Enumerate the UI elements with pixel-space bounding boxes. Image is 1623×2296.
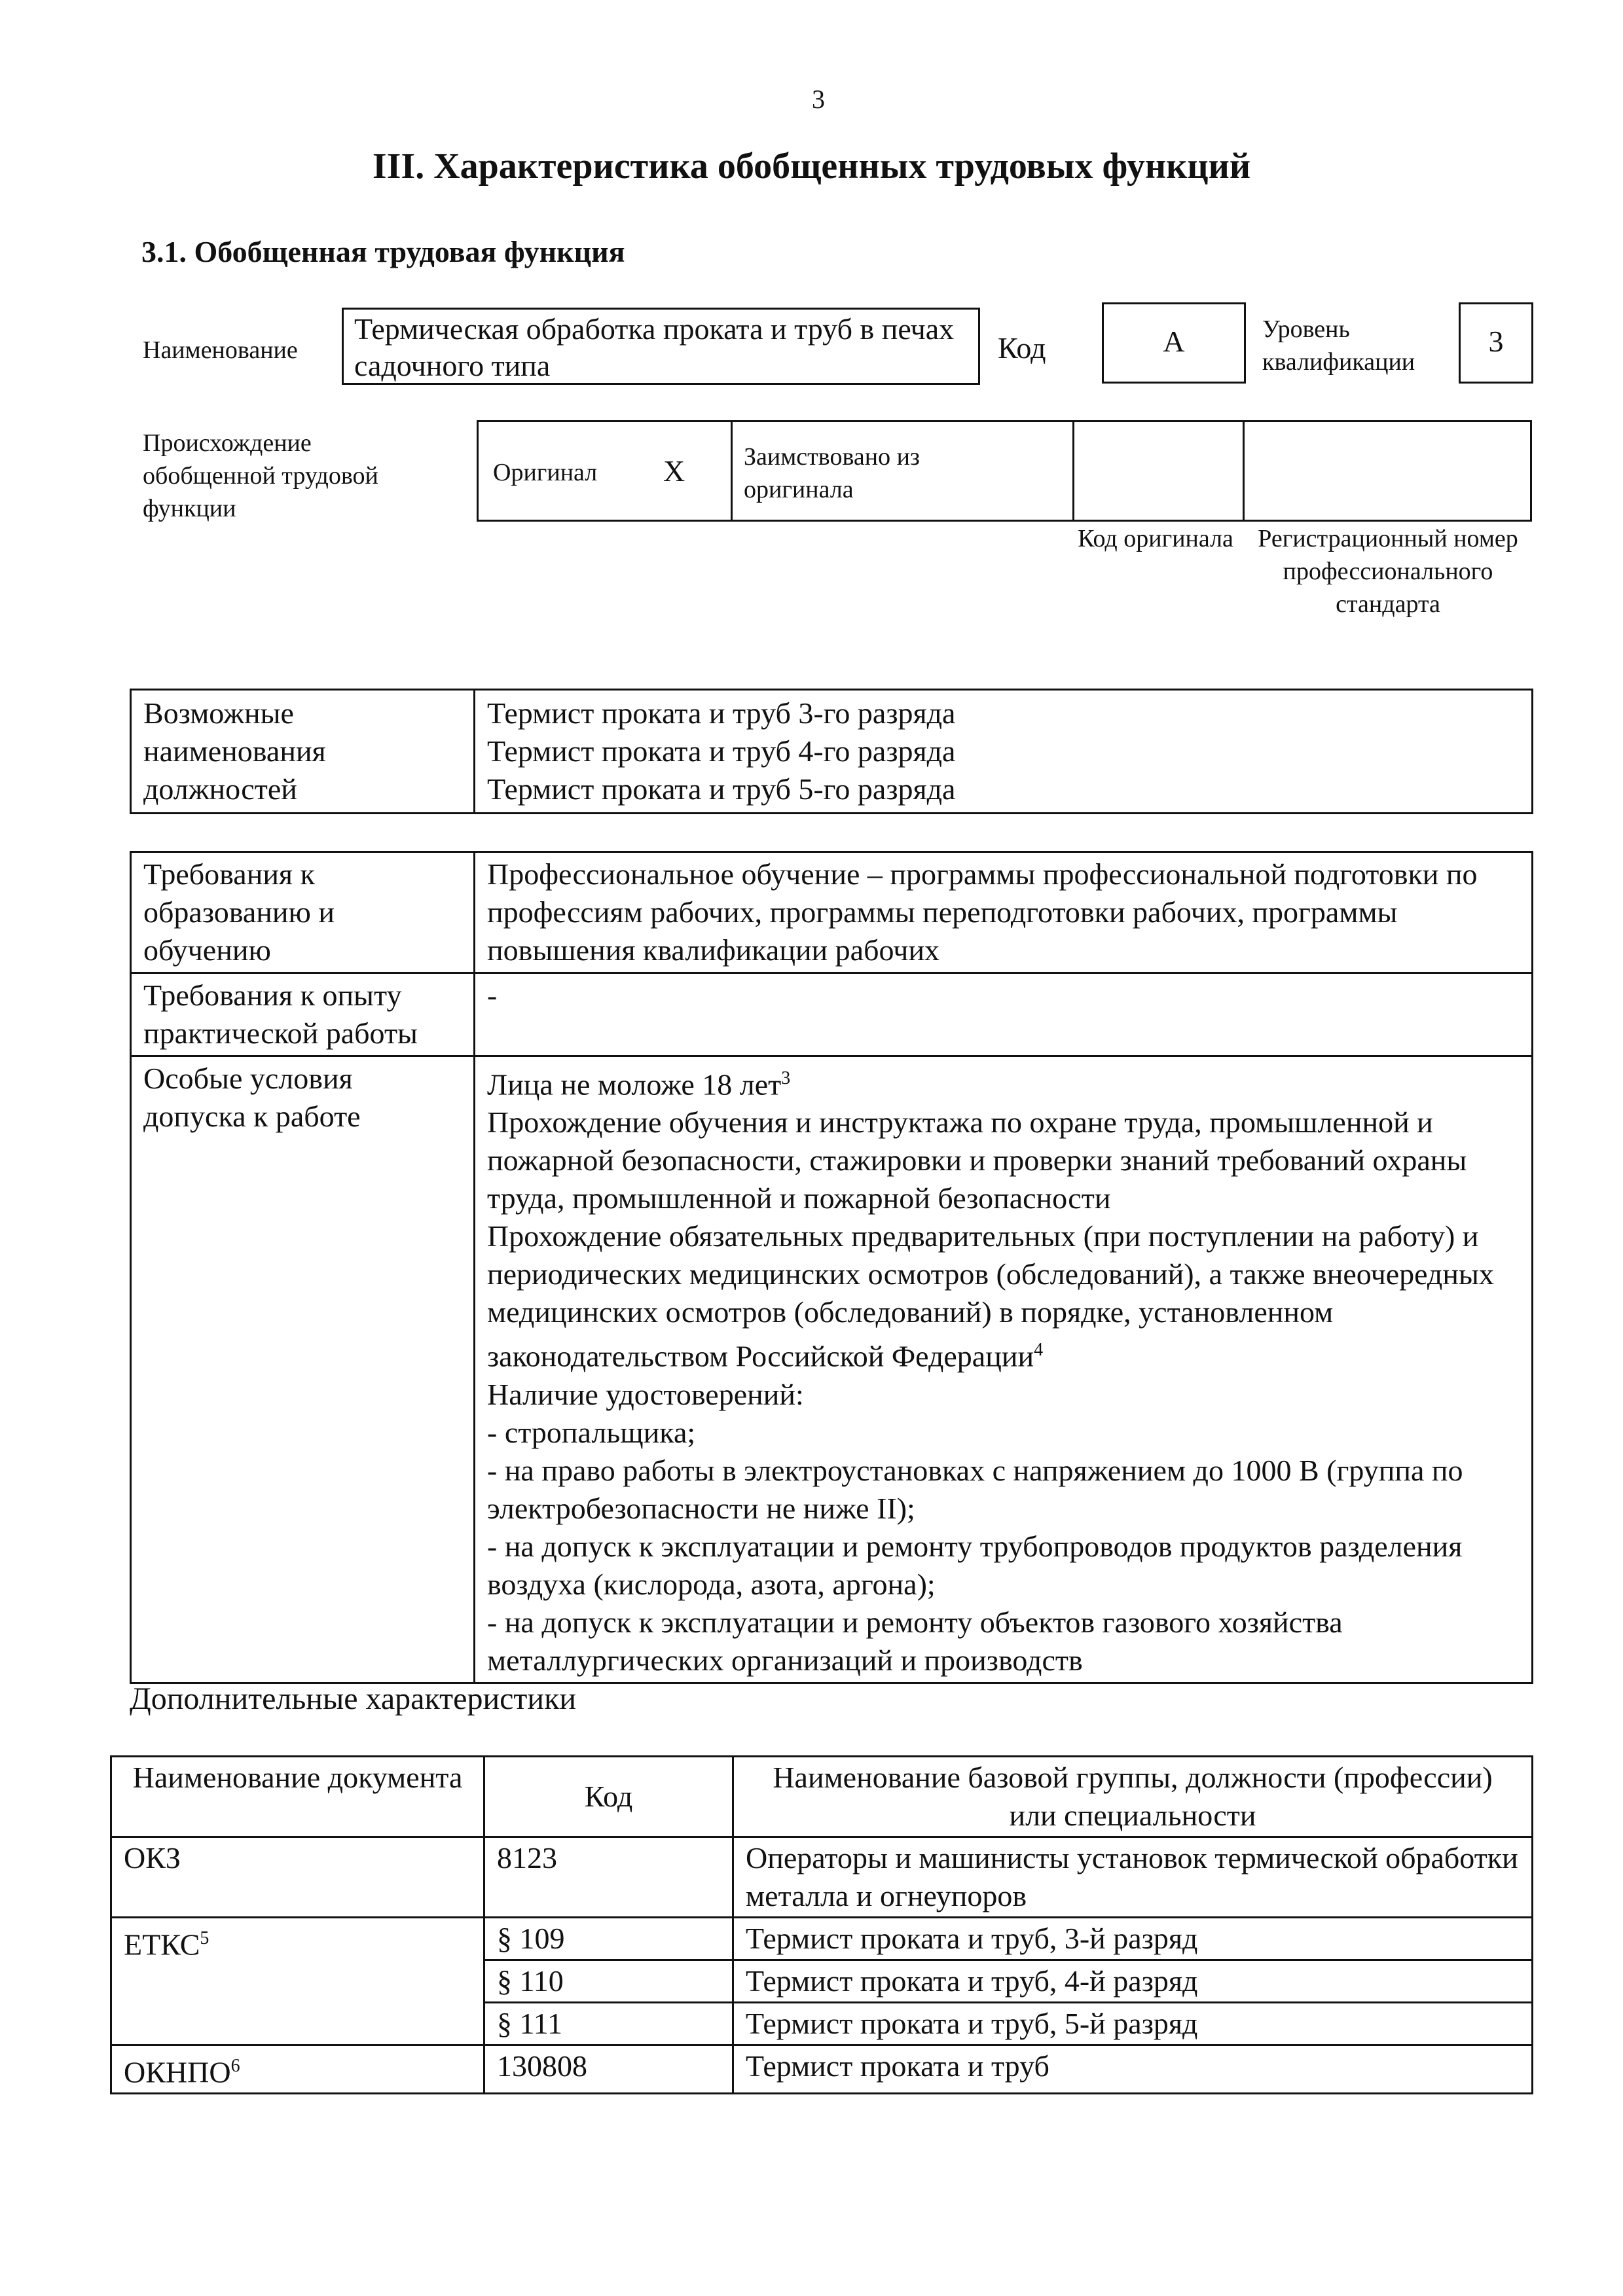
etks-code: § 111	[497, 2007, 563, 2040]
oknpo-code: 130808	[497, 2049, 587, 2083]
position-item: Термист проката и труб 5-го разряда	[487, 772, 956, 806]
positions-label: Возможные наименования должностей	[143, 696, 326, 806]
etks-name-cell	[733, 1960, 1533, 2003]
page-number: 3	[812, 84, 825, 114]
etks-doc-cell	[111, 1918, 484, 2045]
etks-name: Термист проката и труб, 3-й разряд	[746, 1922, 1198, 1955]
name-value: Термическая обработка проката и труб в печах садочного типа	[354, 312, 955, 382]
special-line: - на допуск к эксплуатации и ремонту объектов газового хозяйства металлургических организаций и производств	[487, 1605, 1343, 1677]
okz-code: 8123	[497, 1841, 557, 1874]
level-label: Уровень квалификации	[1262, 315, 1415, 376]
oknpo-name-cell	[733, 2045, 1533, 2094]
okz-name: Операторы и машинисты установок термической обработки металла и огнеупоров	[746, 1841, 1518, 1912]
special-line-text: Прохождение обязательных предварительных (при поступлении на работу) и периодических медицинских осмотров (обследований), а также внеочередных медицинских осмотров (обследований) в порядке, установленном законодательством Российской Федерации	[487, 1219, 1494, 1373]
education-value: Профессиональное обучение – программы профессиональной подготовки по профессиям рабочих, программы переподготовки рабочих, программы повышения квалификации рабочих	[487, 857, 1478, 967]
col-code-header	[484, 1757, 733, 1837]
okz-code-cell	[484, 1837, 733, 1918]
origin-divider-1	[731, 422, 733, 520]
footnote-ref: 3	[781, 1068, 791, 1088]
level-value-box	[1459, 302, 1533, 384]
name-value-box	[342, 308, 980, 385]
code-label: Код	[998, 331, 1046, 365]
positions-label-cell	[131, 690, 475, 814]
name-label: Наименование	[143, 336, 298, 364]
position-item: Термист проката и труб 4-го разряда	[487, 734, 956, 768]
oknpo-footnote-ref: 6	[230, 2056, 240, 2076]
etks-code-cell	[484, 1918, 733, 1960]
special-line: - стропальщика;	[487, 1415, 696, 1449]
original-mark: X	[663, 454, 685, 488]
reg-number-caption: Регистрационный номер профессионального стандарта	[1258, 525, 1518, 618]
oknpo-code-cell	[484, 2045, 733, 2094]
etks-name: Термист проката и труб, 5-й разряд	[746, 2007, 1198, 2040]
etks-code: § 110	[497, 1964, 564, 1998]
level-value: 3	[1488, 325, 1504, 358]
col-doc-header-text: Наименование документа	[132, 1761, 463, 1794]
okz-doc: ОКЗ	[124, 1841, 181, 1874]
special-line: - на допуск к эксплуатации и ремонту трубопроводов продуктов разделения воздуха (кислорода, азота, аргона);	[487, 1529, 1463, 1601]
education-label: Требования к образованию и обучению	[143, 857, 335, 967]
oknpo-name: Термист проката и труб	[746, 2049, 1049, 2083]
origin-label: Происхождение обобщенной трудовой функции	[143, 429, 378, 522]
code-original-caption: Код оригинала	[1078, 525, 1233, 552]
original-label: Оригинал	[493, 459, 598, 486]
experience-label-cell	[131, 973, 475, 1056]
special-line: Наличие удостоверений:	[487, 1377, 804, 1411]
code-value-box	[1102, 302, 1246, 384]
special-value-cell	[475, 1056, 1533, 1683]
additional-table	[110, 1755, 1533, 2094]
okz-name-cell	[733, 1837, 1533, 1918]
oknpo-doc: ОКНПО	[124, 2055, 231, 2089]
col-name-header-text: Наименование базовой группы, должности (профессии) или специальности	[773, 1761, 1493, 1832]
col-doc-header	[111, 1757, 484, 1837]
etks-code: § 109	[497, 1922, 565, 1955]
experience-value: -	[487, 978, 498, 1012]
etks-code-cell	[484, 2003, 733, 2045]
col-code-header-text: Код	[584, 1780, 633, 1813]
special-line: - на право работы в электроустановках с напряжением до 1000 В (группа по электробезопасности не ниже II);	[487, 1453, 1463, 1525]
col-name-header	[733, 1757, 1533, 1837]
experience-label: Требования к опыту практической работы	[143, 978, 418, 1050]
section-title: III. Характеристика обобщенных трудовых функций	[372, 146, 1251, 187]
etks-doc: ЕТКС	[124, 1928, 200, 1962]
education-label-cell	[131, 852, 475, 973]
footnote-ref: 4	[1034, 1340, 1044, 1361]
etks-name: Термист проката и труб, 4-й разряд	[746, 1964, 1198, 1998]
special-line: Прохождение обучения и инструктажа по охране труда, промышленной и пожарной безопасности, стажировки и проверки знаний требований охраны труда, промышленной и пожарной безопасности	[487, 1105, 1467, 1215]
positions-table	[130, 689, 1533, 814]
special-line	[487, 1217, 1520, 1375]
experience-value-cell	[475, 973, 1533, 1056]
oknpo-doc-cell	[111, 2045, 484, 2094]
special-line-text: Лица не моложе 18 лет	[487, 1067, 782, 1102]
positions-list-cell	[475, 690, 1533, 814]
subsection-title: 3.1. Обобщенная трудовая функция	[141, 235, 625, 268]
origin-divider-3	[1243, 422, 1245, 520]
education-value-cell	[475, 852, 1533, 973]
position-item: Термист проката и труб 3-го разряда	[487, 696, 956, 730]
special-line	[487, 1060, 1520, 1103]
okz-doc-cell	[111, 1837, 484, 1918]
etks-footnote-ref: 5	[200, 1928, 210, 1948]
additional-title: Дополнительные характеристики	[130, 1681, 577, 1716]
etks-code-cell	[484, 1960, 733, 2003]
special-label-cell	[131, 1056, 475, 1683]
origin-box	[477, 420, 1532, 522]
special-label: Особые условия допуска к работе	[143, 1062, 361, 1133]
code-value: A	[1163, 325, 1185, 358]
requirements-table	[130, 851, 1533, 1684]
etks-name-cell	[733, 1918, 1533, 1960]
borrowed-label: Заимствовано из оригинала	[744, 443, 920, 503]
origin-divider-2	[1072, 422, 1074, 520]
etks-name-cell	[733, 2003, 1533, 2045]
